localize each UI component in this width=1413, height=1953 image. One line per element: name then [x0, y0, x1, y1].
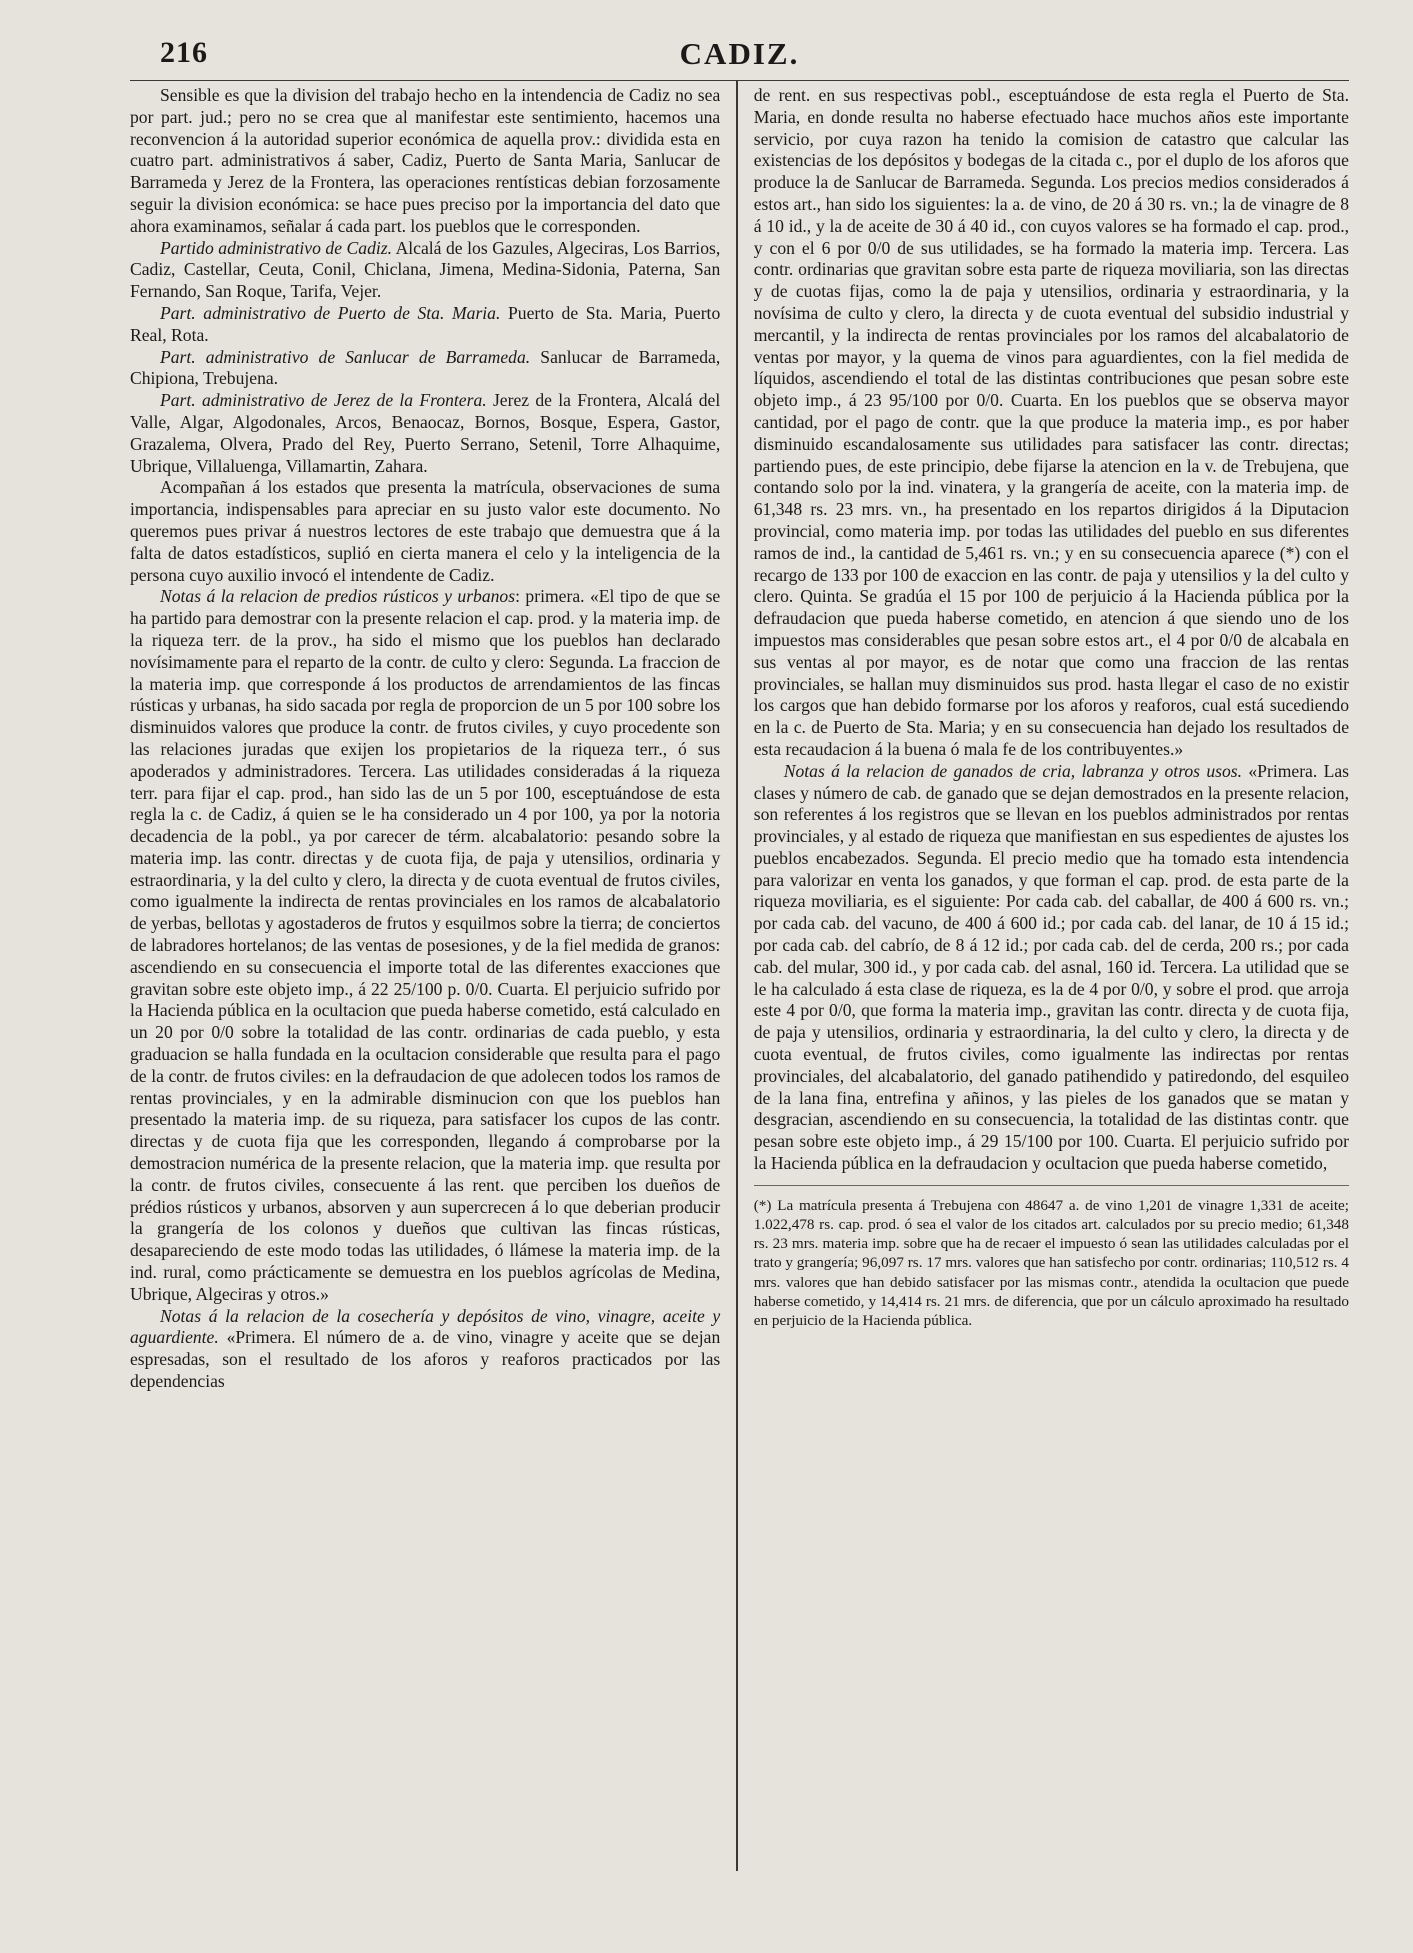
paragraph: [130, 477, 720, 586]
text-run: : primera. «El tipo de que se ha partido para demostrar con la presente relacion el cap. prod. y la materia imp. de la riqueza terr. de la prov., ha sido el mismo que los pueblos han declarado novísimamente para el reparto de la contr. de culto y clero: Segunda. La fraccion de la materia imp. que corresponde á los productos de arrendamientos de las fincas rústicas y urbanas, ha sido sacada por regla de proporcion de un 5 por 100 sobre los disminuidos valores que produce la contr. de frutos civiles, y cuyo procedente son las relaciones juradas que exijen los propietarios de la riqueza terr., ó sus apoderados y administradores. Tercera. Las utilidades consideradas á la riqueza terr. para fijar el cap. prod., han sido las de un 5 por 100, esceptuándose de esta regla la c. de Cadiz, á quien se le ha considerado un 4 por 100, ya por la notoria decadencia de la pobl., ya por carecer de térm. alcabalatorio: pesando sobre la materia imp. las contr. directas y de cuota fija, de paja y utensilios, ordinaria y estraordinaria, y la del culto y clero, la directa y de cuota eventual de frutos civiles, como igualmente la indirecta de rentas provinciales en los ramos de alcabalatorio de yerbas, bellotas y agostaderos de frutos y esquilmos sobre la tierra; de conciertos de labradores hortelanos; de las ventas de posesiones, y de la fiel medida de granos: ascendiendo en su consecuencia el importe total de las diferentes exacciones que gravitan sobre este objeto imp., á 22 25/100 p. 0/0. Cuarta. El perjuicio sufrido por la Hacienda pública en la ocultacion que pueda haberse cometido, está calculado en un 20 por 0/0 sobre la totalidad de las contr. ordinarias de cada pueblo, y esta graduacion se halla fundada en la ocultacion considerable que resulta para el pago de la contr. de frutos civiles: en la defraudacion de que adolecen todos los ramos de rentas provinciales, y en la admirable disminucion con que los pueblos han presentado la materia imp. de su riqueza, para satisfacer los cupos de las contr. directas y de cuota fija que les corresponden, llegando á comprobarse por la demostracion numérica de la presente relacion, que la materia imp. que resulta por la contr. de frutos civiles, consecuente á las rent. que perciben los dueños de prédios rústicos y urbanos, absorven y aun supercrecen á lo que deberian producir la grangería de los colonos y dueños que cultivan las fincas rústicas, desapareciendo de este modo todas las utilidades, ó llámese la materia imp. de la ind. rural, como prácticamente se demuestra en los pueblos agrícolas de Medina, Ubrique, Algeciras y otros.»: [130, 586, 721, 1304]
text-run: Puerto de Sta. Maria, Puerto Real, Rota.: [130, 302, 721, 345]
italic-heading: Notas á la relacion de la cosechería y depósitos de vino, vinagre, aceite y aguardiente.: [130, 1305, 721, 1348]
italic-heading: Notas á la relacion de predios rústicos y urbanos: [160, 586, 516, 607]
footnote-text: (*) La matrícula presenta á Trebujena con 48647 a. de vino 1,201 de vinagre 1,331 de aceite; 1.022,478 rs. cap. prod. ó sea el valor de los citados art. calculados por su precio medio; 61,348 rs. 23 mrs. materia imp. sobre que ha de recaer el impuesto ó sean las utilidades calculadas por el trato y grangería; 96,097 rs. 17 mrs. valores que han satisfecho por contr. ordinarias; 110,512 rs. 4 mrs. valores que han debido satisfacer por las mismas contr., atendida la ocultacion que puede haberse cometido, y 14,414 rs. 21 mrs. de diferencia, que por un cálculo aproximado ha resultado en perjuicio de la Hacienda pública.: [753, 1196, 1349, 1330]
italic-heading: Part. administrativo de Puerto de Sta. Maria.: [160, 302, 501, 323]
italic-heading: Part. administrativo de Jerez de la Frontera.: [160, 390, 487, 411]
italic-heading: Notas á la relacion de ganados de cria, labranza y otros usos.: [783, 760, 1243, 781]
right-column: [738, 81, 1349, 1871]
paragraph: [754, 85, 1349, 761]
text-run: «Primera. Las clases y número de cab. de ganado que se dejan demostrados en la presente relacion, son referentes á los registros que se llevan en los pueblos administrados por rentas provinciales, y al estado de riqueza que manifiestan en sus espedientes de ajustes los pueblos encabezados. Segunda. El precio medio que ha tomado esta intendencia para valorizar en venta los ganados, y que forman el cap. prod. de esta parte de la riqueza moviliaria, es el siguiente: Por cada cab. del caballar, de 400 á 600 rs. vn.; por cada cab. del vacuno, de 400 á 600 id.; por cada cab. del lanar, de 10 á 15 id.; por cada cab. del cabrío, de 8 á 12 id.; por cada cab. del de cerda, 200 rs.; por cada cab. del mular, 300 id., y por cada cab. del asnal, 160 id. Tercera. La utilidad que se le ha calculado á esta clase de riqueza, es la de 4 por 0/0, y sobre el prod. que arroja este 4 por 0/0, que forma la materia imp., gravitan las contr. directa y de cuota fija, de paja y utensilios, ordinaria y estraordinaria, la del culto y clero, la directa y de cuota eventual, de frutos civiles, como igualmente las indirectas por rentas provinciales, del alcabalatorio, del ganado patihendido y patiredondo, del esquileo de la lana fina, entrefina y añinos, y las pieles de los ganados que se matan y desgracian, ascendiendo en su consecuencia, la totalidad de las distintas contr. que pesan sobre este objeto imp., á 29 15/100 por 100. Cuarta. El perjuicio sufrido por la Hacienda pública en la defraudacion y ocultacion que pueda haberse cometido,: [753, 760, 1349, 1174]
text-columns: [130, 81, 1349, 1871]
paragraph: [130, 347, 720, 391]
text-run: Acompañan á los estados que presenta la matrícula, observaciones de suma importancia, indispensables para apreciar en su justo valor este documento. No queremos pues privar á nuestros lectores de este trabajo que demuestra que á la falta de datos estadísticos, suplió en cierta manera el celo y la inteligencia de la persona cuyo auxilio invocó el intendente de Cadiz.: [130, 477, 721, 585]
left-column: [130, 81, 736, 1871]
paragraph: [130, 390, 720, 477]
text-run: Sensible es que la division del trabajo hecho en la intendencia de Cadiz no sea por part. jud.; pero no se crea que al manifestar este sentimiento, hacemos una reconvencion á la autoridad superior económica de aquella prov.: dividida esta en cuatro part. administrativos á saber, Cadiz, Puerto de Santa Maria, Sanlucar de Barrameda y Jerez de la Frontera, las operaciones rentísticas debian forzosamente seguir la division económica: se hace pues preciso por la importancia del dato que ahora examinamos, señalar á cada part. los pueblos que le corresponden.: [130, 85, 721, 236]
text-run: «Primera. El número de a. de vino, vinagre y aceite que se dejan espresadas, son el resultado de los aforos y reaforos practicados por las dependencias: [130, 1327, 721, 1392]
page-header: [130, 36, 1349, 81]
paragraph: [130, 303, 720, 347]
italic-heading: Part. administrativo de Sanlucar de Barrameda.: [160, 346, 531, 367]
paragraph: [754, 761, 1349, 1175]
paragraph: [130, 1306, 720, 1393]
paragraph: [130, 85, 720, 238]
page-number: 216: [160, 36, 208, 69]
text-run: Alcalá de los Gazules, Algeciras, Los Barrios, Cadiz, Castellar, Ceuta, Conil, Chiclana, Jimena, Medina-Sidonia, Paterna, San Fernando, San Roque, Tarifa, Vejer.: [130, 237, 721, 302]
paragraph: [130, 238, 720, 303]
right-column-body: [754, 85, 1349, 1175]
footnote: [754, 1185, 1349, 1330]
paragraph: [130, 586, 720, 1305]
text-run: Jerez de la Frontera, Alcalá del Valle, Algar, Algodonales, Arcos, Benaocaz, Bornos, Bosque, Espera, Gastor, Grazalema, Olvera, Prado del Rey, Puerto Serrano, Setenil, Torre Alhaquime, Ubrique, Villaluenga, Villamartin, Zahara.: [130, 390, 721, 476]
text-run: Sanlucar de Barrameda, Chipiona, Trebujena.: [130, 346, 721, 389]
italic-heading: Partido administrativo de Cadiz.: [160, 237, 393, 258]
running-title: CADIZ.: [679, 36, 800, 71]
text-run: de rent. en sus respectivas pobl., esceptuándose de esta regla el Puerto de Sta. Maria, en donde resulta no haberse efectuado hace muchos años este importante servicio, por cuya razon ha tenido la comision de catastro que calcular las existencias de los depósitos y bodegas de la citada c., por el duplo de los aforos que produce la de Sanlucar de Barrameda. Segunda. Los precios medios considerados á estos art., han sido los siguientes: la a. de vino, de 20 á 30 rs. vn.; la de vinagre de 8 á 10 id., y la de aceite de 30 á 40 id., con cuyos valores se ha formado el cap. prod., y con el 6 por 0/0 de sus utilidades, se ha formado la materia imp. Tercera. Las contr. ordinarias que gravitan sobre esta parte de riqueza moviliaria, son las directas y de cuotas fijas, como la de paja y utensilios, ordinaria y estraordinaria, y la novísima de culto y clero, la directa y de cuota eventual del subsidio industrial y mercantil, y la indirecta de rentas provinciales por los ramos del alcabalatorio de ventas por mayor, y la quema de vinos para aguardientes, con la fiel medida de líquidos, ascendiendo el total de las distintas contribuciones que pesan sobre este objeto imp., á 23 95/100 por 0/0. Cuarta. En los pueblos que se observa mayor cantidad, por el pago de contr. que la que produce la materia imp., es por haber disminuido escandalosamente sus utilidades para satisfacer las contr. directas; partiendo pues, de este principio, debe fijarse la atencion en la v. de Trebujena, que contando solo por la ind. vinatera, y la grangería de aceite, con la materia imp. de 61,348 rs. 23 mrs. vn., ha presentado en los repartos dirigidos á la Diputacion provincial, como materia imp. por todas las utilidades del pueblo en sus diferentes ramos de ind., la cantidad de 5,461 rs. vn.; y en su consecuencia aparece (*) con el recargo de 133 por 100 de exaccion en las contr. de paja y utensilios y la del culto y clero. Quinta. Se gradúa el 15 por 100 de perjuicio á la Hacienda pública por la defraudacion que pueda haberse cometido, en atencion á que siendo uno de los impuestos mas considerables que pesan sobre estos art., el 4 por 0/0 de alcabala en sus ventas al por mayor, es de notar que como una fraccion de las rentas provinciales, se hallan muy disminuidos sus prod. hasta llegar el caso de no existir los cargos que han debido formarse por los aforos y reaforos, cual está sucediendo en la c. de Puerto de Sta. Maria; y en su consecuencia han dejado los resultados de esta recaudacion á la buena ó mala fe de los contribuyentes.»: [753, 85, 1349, 759]
